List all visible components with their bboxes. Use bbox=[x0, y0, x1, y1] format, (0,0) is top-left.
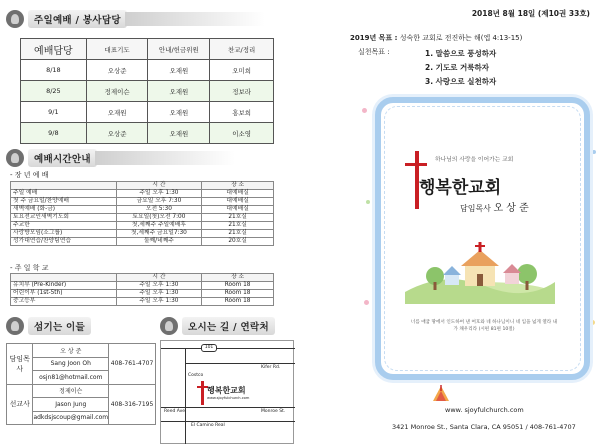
time-table-header bbox=[11, 182, 274, 190]
sunday-school-label: - 주 일 학 교 bbox=[10, 264, 49, 272]
row-place: 21호실 bbox=[202, 222, 274, 230]
staff-email[interactable]: osjn81@hotmail.com bbox=[33, 371, 109, 385]
staff-name-en: Sang Joon Oh bbox=[33, 357, 109, 371]
col-header-time: 시 간 bbox=[116, 182, 202, 190]
church-address: 3421 Monroe St., Santa Clara, CA 95051 / 408-761-4707 bbox=[392, 423, 576, 431]
highway-road bbox=[161, 348, 295, 349]
bible-verse: 너를 애굽 땅에서 인도하여 낸 여호와 네 하나님이니 네 입을 넓게 열라 내가 채우리라 (시편 81편 10절) bbox=[410, 320, 558, 332]
pastor-name: 오 상 준 bbox=[493, 203, 529, 214]
row-prayer: 오상준 bbox=[86, 123, 148, 144]
plan-label: 실천목표 : bbox=[358, 48, 390, 56]
village-illustration bbox=[405, 242, 555, 304]
row-time: 첫,세째주 주일예배후 bbox=[116, 222, 202, 230]
plan-item: 1. 말씀으로 풍성하자 bbox=[425, 49, 497, 58]
row-date: 9/1 bbox=[21, 102, 87, 123]
church-name: 행복한교회 bbox=[419, 178, 502, 198]
table-row bbox=[11, 298, 274, 306]
col-header-place: 장 소 bbox=[202, 274, 274, 282]
adult-worship-label: - 장 년 예 배 bbox=[10, 171, 49, 179]
row-name: 첫 주 금요일/찬양예배 bbox=[11, 198, 117, 206]
elcamino-label: El Camino Real bbox=[191, 423, 225, 428]
time-section-title: 예배시간안내 bbox=[28, 149, 97, 167]
church-logo-icon bbox=[432, 385, 450, 403]
map-section-title: 오시는 길 / 연락처 bbox=[182, 317, 275, 335]
staff-section-title: 섬기는 이들 bbox=[28, 317, 91, 335]
directions-map bbox=[160, 340, 294, 444]
school-time-table bbox=[10, 273, 274, 306]
map-church-label: 행복한교회 bbox=[207, 386, 246, 395]
row-name: 주일 예배 bbox=[11, 190, 117, 198]
row-name: 중고등부 bbox=[11, 298, 117, 306]
row-usher: 오재원 bbox=[148, 60, 210, 81]
decor-dot bbox=[364, 300, 369, 305]
staff-name-ko: 정제이슨 bbox=[33, 384, 109, 398]
row-prayer: 오재원 bbox=[86, 102, 148, 123]
elcamino-road bbox=[161, 421, 295, 422]
row-place: 20호실 bbox=[202, 238, 274, 246]
row-date: 9/8 bbox=[21, 123, 87, 144]
church-slogan: 하나님의 사랑을 이어가는 교회 bbox=[435, 157, 514, 163]
header-decoration bbox=[95, 151, 235, 165]
row-prayer: 오상준 bbox=[86, 60, 148, 81]
staff-name-ko: 오 상 준 bbox=[33, 344, 109, 358]
staff-section-header bbox=[6, 316, 91, 336]
row-time: 주일 오후 1:30 bbox=[116, 298, 202, 306]
row-place: Room 18 bbox=[202, 282, 274, 290]
cross-bar bbox=[405, 163, 427, 166]
table-row bbox=[21, 60, 274, 81]
row-name: 사랑방모임(소그룹) bbox=[11, 230, 117, 238]
time-section-header bbox=[6, 148, 235, 168]
monroe-label: Monroe St. bbox=[261, 409, 286, 414]
cover-frame bbox=[375, 97, 590, 380]
row-place: 21호실 bbox=[202, 214, 274, 222]
header-decoration bbox=[125, 12, 265, 26]
row-place: 대예배실 bbox=[202, 206, 274, 214]
row-name: 성가대연습/찬양팀연습 bbox=[11, 238, 117, 246]
col-header-name bbox=[11, 182, 117, 190]
row-fellowship: 정보라 bbox=[210, 81, 274, 102]
pastor-line bbox=[460, 199, 529, 214]
staff-table bbox=[6, 343, 156, 425]
staff-role: 담임목사 bbox=[7, 344, 33, 385]
decor-dot bbox=[366, 200, 370, 204]
costco-label: Costco bbox=[188, 373, 204, 378]
row-time: 토요일(첫)오전 7:00 bbox=[116, 214, 202, 222]
yearly-goal bbox=[350, 33, 522, 43]
goal-text: 성숙한 교회로 전진하는 해(엡 4:13-15) bbox=[399, 34, 523, 42]
table-row bbox=[21, 123, 274, 144]
bulletin-date: 2018년 8월 18일 (제10권 33호) bbox=[471, 9, 590, 18]
table-row bbox=[11, 198, 274, 206]
row-place: 대예배실 bbox=[202, 190, 274, 198]
table-row bbox=[11, 214, 274, 222]
row-place: Room 18 bbox=[202, 298, 274, 306]
reed-label: Reed Ave. bbox=[164, 409, 187, 414]
service-table bbox=[20, 38, 274, 144]
row-usher: 오재원 bbox=[148, 81, 210, 102]
kifer-label: Kifer Rd. bbox=[261, 365, 281, 370]
frame-border bbox=[375, 97, 590, 380]
col-header: 찬교/정리 bbox=[210, 39, 274, 60]
table-row bbox=[11, 238, 274, 246]
staff-phone: 408-316-7195 bbox=[109, 384, 156, 425]
row-date: 8/25 bbox=[21, 81, 87, 102]
service-table-header bbox=[21, 39, 274, 60]
decor-dot bbox=[592, 150, 596, 154]
clock-icon bbox=[6, 149, 24, 167]
map-section-header bbox=[160, 316, 275, 336]
plan-item: 3. 사랑으로 실천하자 bbox=[425, 77, 497, 86]
row-time: 첫,세째주 금요일7:30 bbox=[116, 230, 202, 238]
table-row bbox=[11, 290, 274, 298]
highway-shield: 101 bbox=[201, 344, 217, 352]
staff-email[interactable]: adkdsjscoup@gmail.com bbox=[33, 411, 109, 425]
service-section-title: 주일예배 / 봉사담당 bbox=[28, 10, 127, 28]
col-header-place: 장 소 bbox=[202, 182, 274, 190]
monroe-road bbox=[161, 407, 295, 408]
row-date: 8/18 bbox=[21, 60, 87, 81]
table-row bbox=[11, 230, 274, 238]
staff-name-en: Jason Jung bbox=[33, 398, 109, 412]
table-row bbox=[11, 190, 274, 198]
row-name: 어린이부 (1st-5th) bbox=[11, 290, 117, 298]
row-place: 대예배실 bbox=[202, 198, 274, 206]
row-fellowship: 홍보희 bbox=[210, 102, 274, 123]
staff-role: 선교사 bbox=[7, 384, 33, 425]
row-time: 둘째/네째주 bbox=[116, 238, 202, 246]
row-fellowship: 이소영 bbox=[210, 123, 274, 144]
plan-item: 2. 기도로 거룩하자 bbox=[425, 63, 490, 72]
staff-phone: 408-761-4707 bbox=[109, 344, 156, 385]
row-place: Room 18 bbox=[202, 290, 274, 298]
service-section-header bbox=[6, 9, 265, 29]
church-website[interactable]: www. sjoyfulchurch.com bbox=[445, 406, 524, 414]
row-name: 유치부 (Pre-Kinder) bbox=[11, 282, 117, 290]
pastor-label: 담임목사 bbox=[460, 204, 491, 213]
row-time: 주일 오후 1:30 bbox=[116, 290, 202, 298]
table-row bbox=[11, 206, 274, 214]
adult-time-table bbox=[10, 181, 274, 246]
church-cross-icon bbox=[201, 381, 204, 405]
row-time: 주일 오후 1:30 bbox=[116, 190, 202, 198]
table-row bbox=[7, 344, 156, 358]
row-time: 주일 오후 1:30 bbox=[116, 282, 202, 290]
row-usher: 오재원 bbox=[148, 102, 210, 123]
row-usher: 오재원 bbox=[148, 123, 210, 144]
row-name: 새벽예배 (화-금) bbox=[11, 206, 117, 214]
right-panel bbox=[300, 0, 600, 447]
map-church-url: www.sjoyfulchurch.com bbox=[207, 396, 250, 400]
row-time: 오전 5:30 bbox=[116, 206, 202, 214]
table-row bbox=[21, 102, 274, 123]
time-table-header bbox=[11, 274, 274, 282]
person-icon bbox=[6, 10, 24, 28]
col-header: 예배담당 bbox=[21, 39, 87, 60]
col-header: 안내/헌금위원 bbox=[148, 39, 210, 60]
kifer-road bbox=[185, 363, 295, 364]
table-row bbox=[21, 81, 274, 102]
col-header: 대표기도 bbox=[86, 39, 148, 60]
table-row bbox=[7, 384, 156, 398]
goal-label: 2019년 목표 : bbox=[350, 34, 398, 42]
decor-dot bbox=[362, 108, 367, 113]
people-icon bbox=[6, 317, 24, 335]
row-time: 금요일 오후 7:30 bbox=[116, 198, 202, 206]
row-place: 21호실 bbox=[202, 230, 274, 238]
table-row bbox=[11, 222, 274, 230]
row-name: 토요전교인새벽기도회 bbox=[11, 214, 117, 222]
table-row bbox=[11, 282, 274, 290]
decor-dot bbox=[590, 320, 595, 325]
row-prayer: 정제이슨 bbox=[86, 81, 148, 102]
col-header-time: 시 간 bbox=[116, 274, 202, 282]
row-fellowship: 오미희 bbox=[210, 60, 274, 81]
map-pin-icon bbox=[160, 317, 178, 335]
col-header-name bbox=[11, 274, 117, 282]
row-name: 주교한 bbox=[11, 222, 117, 230]
